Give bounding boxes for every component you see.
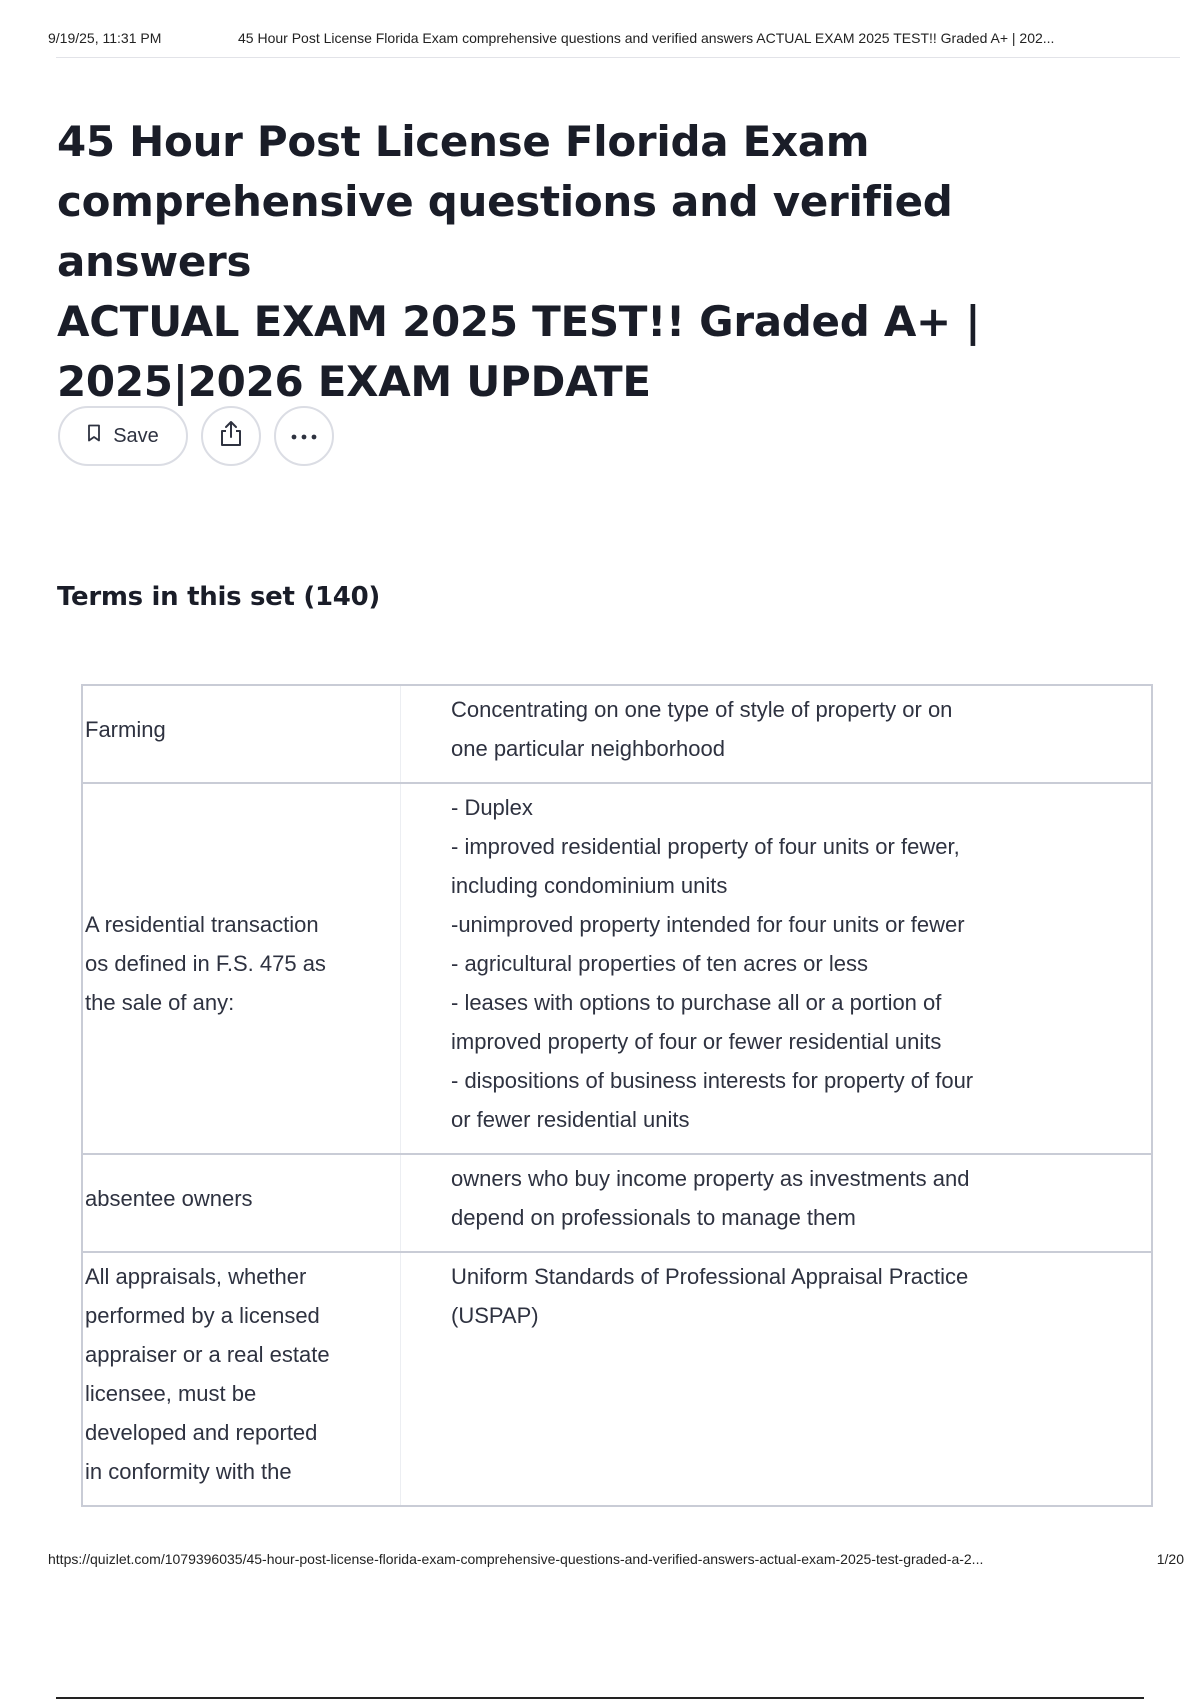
definition-line: including condominium units <box>451 873 728 898</box>
page-title-line: 2025|2026 EXAM UPDATE <box>57 357 651 406</box>
print-header <box>48 30 1178 46</box>
bottom-divider <box>56 1697 1144 1699</box>
page-title <box>57 112 1157 412</box>
definition-line: owners who buy income property as investments and <box>451 1166 970 1191</box>
definition-cell <box>401 784 1151 1153</box>
term-line: licensee, must be <box>85 1381 257 1406</box>
definition-line: - leases with options to purchase all or a portion of <box>451 990 942 1015</box>
page-counter: 1/20 <box>1156 1551 1184 1567</box>
more-icon <box>290 427 318 445</box>
page-title-line: comprehensive questions and verified answers <box>57 177 953 286</box>
page-title-line: 45 Hour Post License Florida Exam <box>57 117 870 166</box>
term-row[interactable] <box>83 1153 1151 1251</box>
term-line: Farming <box>85 716 166 742</box>
term-line: appraiser or a real estate <box>85 1342 330 1367</box>
terms-table <box>81 684 1153 1507</box>
save-button[interactable] <box>58 406 188 466</box>
definition-line: or fewer residential units <box>451 1107 690 1132</box>
term-line: absentee owners <box>85 1185 253 1211</box>
term-line: developed and reported <box>85 1420 318 1445</box>
definition-line: Uniform Standards of Professional Appraisal Practice <box>451 1264 969 1289</box>
term-line: performed by a licensed <box>85 1303 320 1328</box>
term-row[interactable] <box>83 782 1151 1153</box>
terms-heading: Terms in this set (140) <box>57 582 380 612</box>
more-options-button[interactable] <box>274 406 334 466</box>
definition-line: (USPAP) <box>451 1303 539 1328</box>
definition-line: one particular neighborhood <box>451 736 725 761</box>
page-url: https://quizlet.com/1079396035/45-hour-post-license-florida-exam-comprehensive-questions-and-verified-answers-actual-exam-2025-test-graded-a-2... <box>48 1551 984 1567</box>
print-datetime: 9/19/25, 11:31 PM <box>48 30 162 46</box>
term-line: All appraisals, whether <box>85 1264 307 1289</box>
term-cell <box>83 1155 401 1251</box>
page-title-line: ACTUAL EXAM 2025 TEST!! Graded A+ | <box>57 297 981 346</box>
share-icon <box>218 420 244 453</box>
term-line: the sale of any: <box>85 990 235 1015</box>
term-cell <box>83 1253 401 1505</box>
bookmark-icon <box>87 424 101 448</box>
header-divider <box>56 57 1180 58</box>
definition-line: Concentrating on one type of style of property or on <box>451 697 953 722</box>
definition-line: -unimproved property intended for four units or fewer <box>451 912 965 937</box>
save-button-label: Save <box>113 424 159 447</box>
definition-line: depend on professionals to manage them <box>451 1205 856 1230</box>
definition-line: - Duplex <box>451 795 533 820</box>
term-cell <box>83 686 401 782</box>
definition-line: - dispositions of business interests for property of four <box>451 1068 974 1093</box>
definition-cell <box>401 1253 1151 1505</box>
term-line: os defined in F.S. 475 as <box>85 951 326 976</box>
share-button[interactable] <box>201 406 261 466</box>
action-bar <box>58 406 334 466</box>
term-cell <box>83 784 401 1153</box>
term-line: in conformity with the <box>85 1459 292 1484</box>
print-footer <box>48 1551 1184 1567</box>
definition-cell <box>401 686 1151 782</box>
term-row[interactable] <box>83 1251 1151 1505</box>
term-row[interactable] <box>83 686 1151 782</box>
term-line: A residential transaction <box>85 912 319 937</box>
definition-line: improved property of four or fewer residential units <box>451 1029 942 1054</box>
definition-cell <box>401 1155 1151 1251</box>
print-title: 45 Hour Post License Florida Exam comprehensive questions and verified answers ACTUAL EXAM 2025 TEST!! Graded A+ | 202... <box>238 30 1055 46</box>
definition-line: - agricultural properties of ten acres or less <box>451 951 868 976</box>
definition-line: - improved residential property of four units or fewer, <box>451 834 960 859</box>
